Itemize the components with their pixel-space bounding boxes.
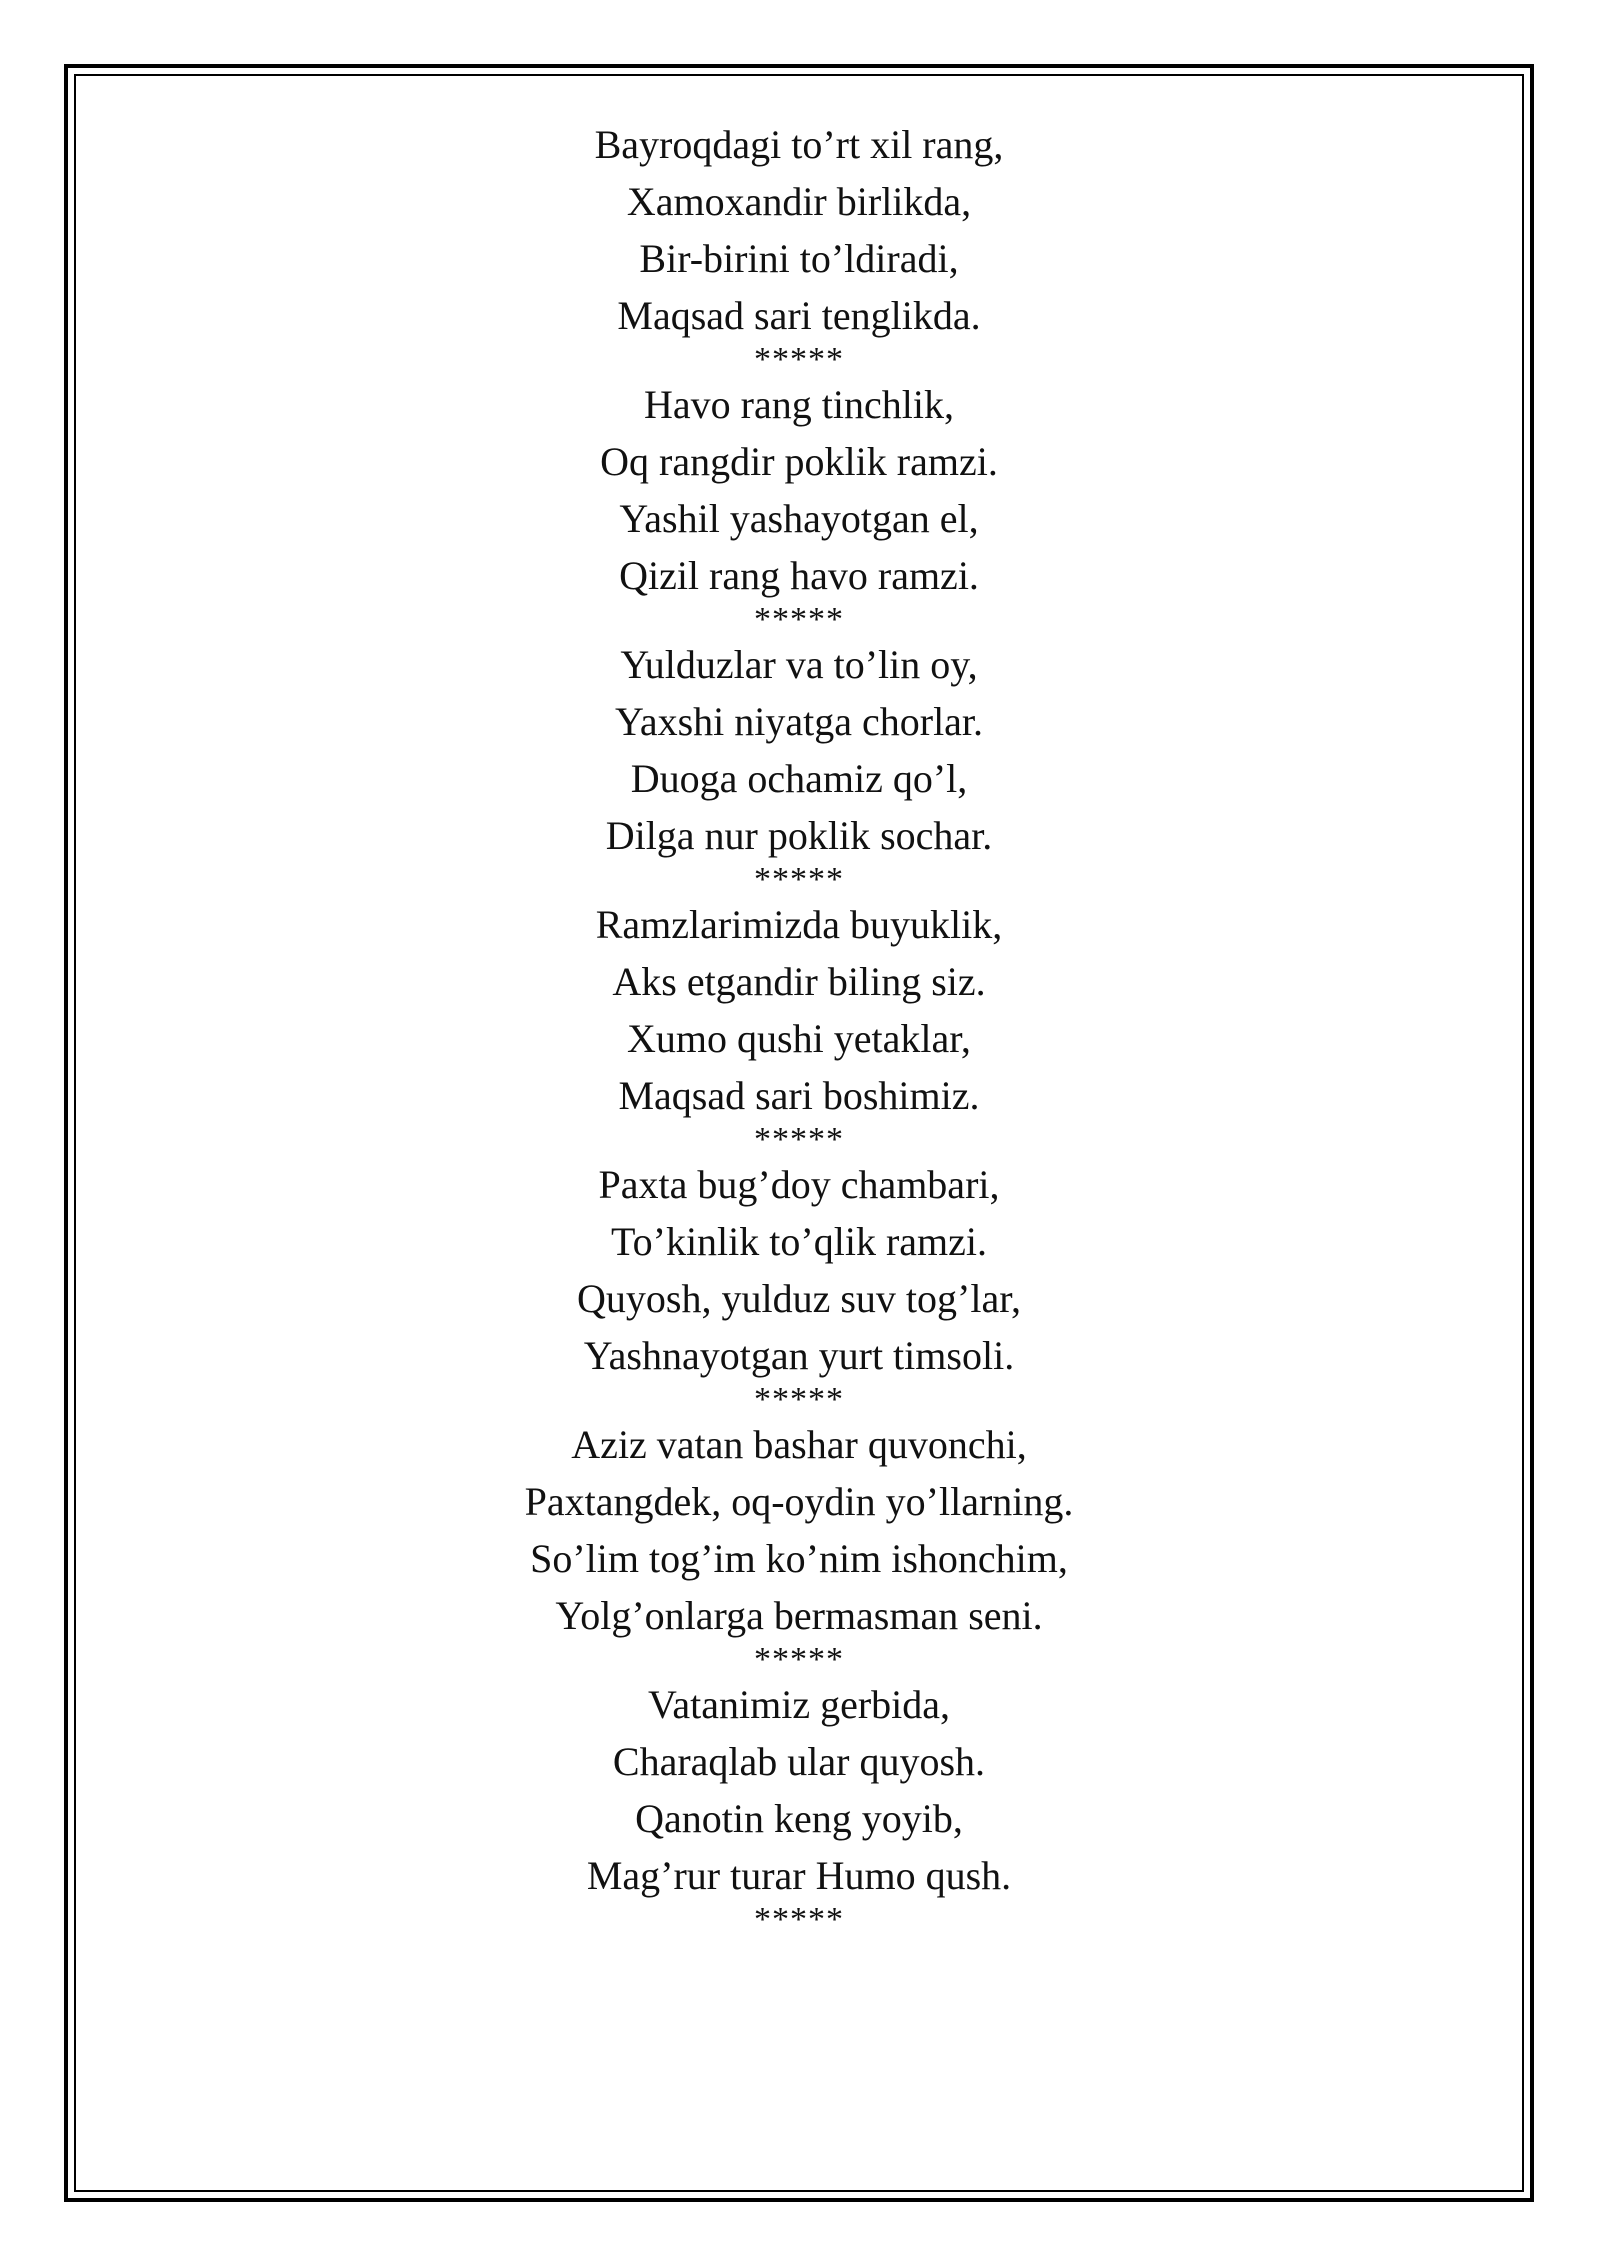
poem-line: Oq rangdir poklik ramzi. <box>600 439 998 484</box>
stanza-7 <box>74 1676 1524 1936</box>
poem-line: Aziz vatan bashar quvonchi, <box>571 1422 1027 1467</box>
stanza-3 <box>74 636 1524 896</box>
poem <box>74 116 1524 1936</box>
poem-line: Ramzlarimizda buyuklik, <box>595 902 1003 947</box>
poem-line: Dilga nur poklik sochar. <box>605 813 993 858</box>
poem-line: Xumo qushi yetaklar, <box>627 1016 971 1061</box>
poem-line: Mag’rur turar Humo qush. <box>586 1853 1012 1898</box>
stanza-separator: ***** <box>754 1901 844 1938</box>
stanza-6 <box>74 1416 1524 1676</box>
stanza-1 <box>74 116 1524 376</box>
poem-line: Xamoxandir birlikda, <box>626 179 972 224</box>
stanza-separator: ***** <box>754 1121 844 1158</box>
poem-line: Yaxshi niyatga chorlar. <box>614 699 984 744</box>
poem-line: Paxta bug’doy chambari, <box>598 1162 1000 1207</box>
poem-line: Maqsad sari boshimiz. <box>618 1073 980 1118</box>
poem-line: Maqsad sari tenglikda. <box>617 293 981 338</box>
poem-line: To’kinlik to’qlik ramzi. <box>610 1219 987 1264</box>
poem-line: Yashnayotgan yurt timsoli. <box>583 1333 1015 1378</box>
poem-line: Yulduzlar va to’lin oy, <box>620 642 978 687</box>
stanza-separator: ***** <box>754 341 844 378</box>
stanza-separator: ***** <box>754 601 844 638</box>
poem-line: Yolg’onlarga bermasman seni. <box>555 1593 1043 1638</box>
poem-line: Charaqlab ular quyosh. <box>612 1739 986 1784</box>
poem-line: Qanotin keng yoyib, <box>635 1796 963 1841</box>
poem-line: Paxtangdek, oq-oydin yo’llarning. <box>524 1479 1074 1524</box>
stanza-separator: ***** <box>754 1381 844 1418</box>
poem-line: Havo rang tinchlik, <box>644 382 954 427</box>
poem-line: So’lim tog’im ko’nim ishonchim, <box>530 1536 1068 1581</box>
poem-line: Vatanimiz gerbida, <box>647 1682 951 1727</box>
poem-line: Bir-birini to’ldiradi, <box>639 236 959 281</box>
poem-line: Yashil yashayotgan el, <box>619 496 979 541</box>
stanza-separator: ***** <box>754 861 844 898</box>
poem-line: Duoga ochamiz qo’l, <box>630 756 968 801</box>
stanza-4 <box>74 896 1524 1156</box>
poem-line: Qizil rang havo ramzi. <box>619 553 979 598</box>
poem-line: Bayroqdagi to’rt xil rang, <box>594 122 1004 167</box>
poem-line: Quyosh, yulduz suv tog’lar, <box>577 1276 1021 1321</box>
stanza-5 <box>74 1156 1524 1416</box>
poem-line: Aks etgandir biling siz. <box>612 959 986 1004</box>
stanza-2 <box>74 376 1524 636</box>
stanza-separator: ***** <box>754 1641 844 1678</box>
